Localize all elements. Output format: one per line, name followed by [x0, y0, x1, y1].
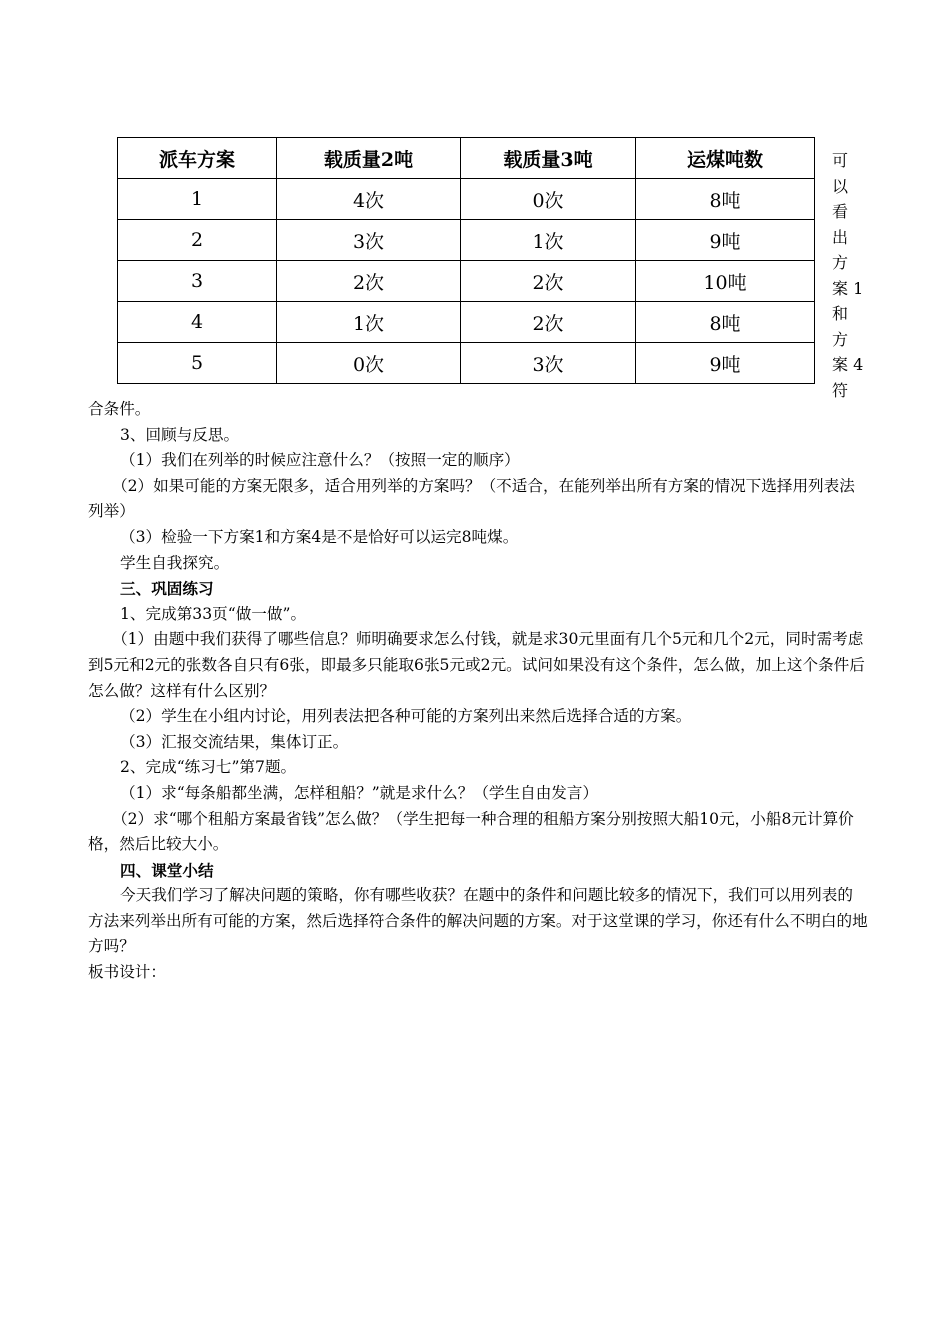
section-heading: 三、巩固练习 — [120, 579, 214, 599]
side-note-char: 案 1 — [832, 278, 864, 298]
table-row — [118, 220, 815, 261]
cell-2ton: 0次 — [277, 343, 461, 384]
side-note-char: 方 — [832, 253, 849, 272]
paragraph: 板书设计： — [88, 963, 166, 982]
table-header-row — [118, 138, 815, 179]
header-coal-tons: 运煤吨数 — [636, 138, 815, 179]
cell-plan: 4 — [118, 302, 277, 343]
side-note-vertical-text — [832, 148, 868, 403]
paragraph: 3、回顾与反思。 — [120, 425, 240, 444]
header-3ton: 载质量3吨 — [461, 138, 636, 179]
side-note-char: 以 — [832, 176, 849, 196]
cell-2ton: 3次 — [277, 220, 461, 261]
paragraph: （1）求“每条船都坐满，怎样租船？”就是求什么？（学生自由发言） — [120, 783, 599, 802]
header-2ton: 载质量2吨 — [277, 138, 461, 179]
cell-coal-tons: 10吨 — [636, 261, 815, 302]
section-heading: 四、课堂小结 — [120, 860, 214, 880]
side-note-char: 和 — [832, 304, 849, 323]
cell-coal-tons: 8吨 — [636, 302, 815, 343]
side-note-char: 案 4 — [832, 355, 864, 374]
dispatch-plan-table — [117, 137, 815, 384]
table-row — [118, 261, 815, 302]
cell-plan: 5 — [118, 343, 277, 384]
paragraph: （2）学生在小组内讨论，用列表法把各种可能的方案列出来然后选择合适的方案。 — [120, 707, 692, 726]
cell-2ton: 1次 — [277, 302, 461, 343]
paragraph: （3）汇报交流结果，集体订正。 — [120, 732, 349, 751]
paragraph: （1）我们在列举的时候应注意什么？（按照一定的顺序） — [120, 451, 520, 470]
paragraph: （1）由题中我们获得了哪些信息？师明确要求怎么付钱，就是求30元里面有几个5元和几个2元，同时需考虑到5元和2元的张数各自只有6张，即最多只能取6张5元或2元。试问如果没有这个条件，怎么做，加上这个条件后怎么做？这样有什么区别？ — [88, 630, 865, 700]
cell-plan: 2 — [118, 220, 277, 261]
cell-3ton: 0次 — [461, 179, 636, 220]
cell-plan: 3 — [118, 261, 277, 302]
paragraph: 学生自我探究。 — [120, 553, 230, 572]
cell-3ton: 1次 — [461, 220, 636, 261]
body-text — [88, 397, 868, 986]
side-note-char: 方 — [832, 329, 849, 349]
cell-coal-tons: 9吨 — [636, 220, 815, 261]
paragraph: 1、完成第33页“做一做”。 — [120, 604, 307, 623]
paragraph: （3）检验一下方案1和方案4是不是恰好可以运完8吨煤。 — [120, 527, 519, 546]
paragraph: 2、完成“练习七”第7题。 — [120, 758, 297, 777]
table-row — [118, 343, 815, 384]
paragraph: 合条件。 — [88, 400, 151, 418]
cell-3ton: 2次 — [461, 261, 636, 302]
cell-coal-tons: 8吨 — [636, 179, 815, 220]
header-plan: 派车方案 — [118, 138, 277, 179]
table-row — [118, 179, 815, 220]
cell-coal-tons: 9吨 — [636, 343, 815, 384]
paragraph: 今天我们学习了解决问题的策略，你有哪些收获？在题中的条件和问题比较多的情况下，我们可以用列表的方法来列举出所有可能的方案，然后选择符合条件的解决问题的方案。对于这堂课的学习，你还有什么不明白的地方吗？ — [88, 886, 868, 956]
paragraph: （2）求“哪个租船方案最省钱”怎么做？（学生把每一种合理的租船方案分别按照大船10元，小船8元计算价格，然后比较大小。 — [88, 809, 854, 854]
cell-3ton: 2次 — [461, 302, 636, 343]
cell-3ton: 3次 — [461, 343, 636, 384]
side-note-char: 出 — [832, 227, 849, 247]
table-row — [118, 302, 815, 343]
cell-plan: 1 — [118, 179, 277, 220]
side-note-char: 看 — [832, 202, 849, 221]
cell-2ton: 2次 — [277, 261, 461, 302]
side-note-char: 可 — [832, 151, 849, 170]
side-note-char: 符 — [832, 380, 849, 400]
cell-2ton: 4次 — [277, 179, 461, 220]
paragraph: （2）如果可能的方案无限多，适合用列举的方案吗？（不适合，在能列举出所有方案的情况下选择用列表法列举） — [88, 476, 855, 521]
